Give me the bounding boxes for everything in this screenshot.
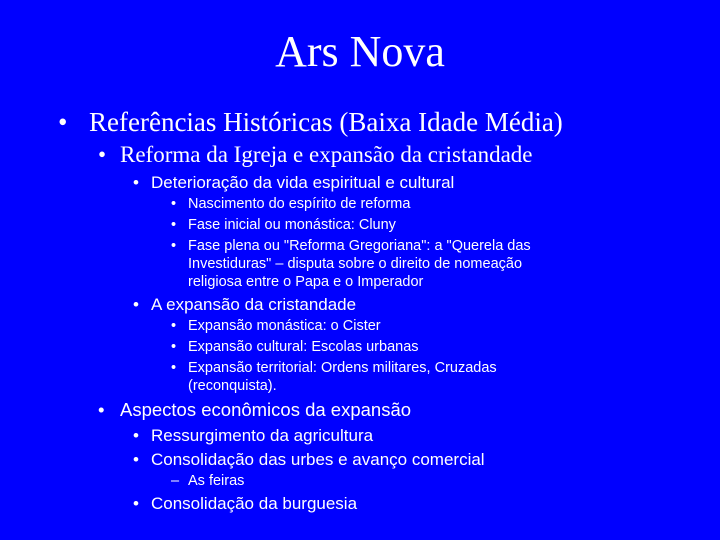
- item-feiras: As feiras: [188, 473, 245, 489]
- item-expansao-cristandade: A expansão da cristandade: [151, 295, 357, 314]
- item-deterioracao: Deterioração da vida espiritual e cultural: [151, 173, 455, 192]
- heading-referencias: Referências Históricas (Baixa Idade Média): [89, 107, 563, 137]
- item-consolidacao-urbes: Consolidação das urbes e avanço comercial: [151, 450, 485, 469]
- item-expansao-cultural: Expansão cultural: Escolas urbanas: [188, 339, 419, 355]
- bullet-burguesia: •: [133, 494, 139, 513]
- bullet-l4: •: [171, 360, 177, 376]
- item-ressurgimento: Ressurgimento da agricultura: [151, 426, 374, 445]
- bullet-consolidacao-urbes: •: [133, 450, 139, 469]
- bullet-l4: •: [171, 217, 177, 233]
- bullet-reforma: •: [98, 142, 107, 167]
- bullet-l4: •: [171, 238, 177, 254]
- dash-feiras: –: [171, 473, 180, 489]
- item-fase-inicial: Fase inicial ou monástica: Cluny: [188, 217, 396, 233]
- bullet-referencias: [58, 107, 67, 137]
- bullet-l4: •: [171, 318, 177, 334]
- bullet-l4: •: [171, 339, 177, 355]
- bullet-l4: •: [171, 196, 177, 212]
- bullet-ressurgimento: •: [133, 426, 139, 445]
- bullet-expansao: •: [133, 295, 139, 314]
- item-fase-plena-line3: religiosa entre o Papa e o Imperador: [188, 274, 424, 290]
- subheading-aspectos: Aspectos econômicos da expansão: [120, 399, 412, 420]
- slide-title: Ars Nova: [275, 27, 445, 76]
- item-burguesia: Consolidação da burguesia: [151, 494, 358, 513]
- item-expansao-territorial-line2: (reconquista).: [188, 378, 277, 394]
- bullet-deterioracao: •: [133, 173, 139, 192]
- item-nascimento: Nascimento do espírito de reforma: [188, 196, 411, 212]
- item-expansao-territorial: Expansão territorial: Ordens militares, Cruzadas: [188, 360, 497, 376]
- item-fase-plena-line2: Investiduras" – disputa sobre o direito de nomeação: [188, 256, 523, 272]
- bullet-aspectos: •: [98, 399, 105, 420]
- item-fase-plena: Fase plena ou "Reforma Gregoriana": a "Querela das: [188, 238, 531, 254]
- bullet-dot: •: [58, 107, 68, 137]
- item-expansao-monastica: Expansão monástica: o Cister: [188, 318, 381, 334]
- subheading-reforma: Reforma da Igreja e expansão da cristandade: [120, 142, 533, 167]
